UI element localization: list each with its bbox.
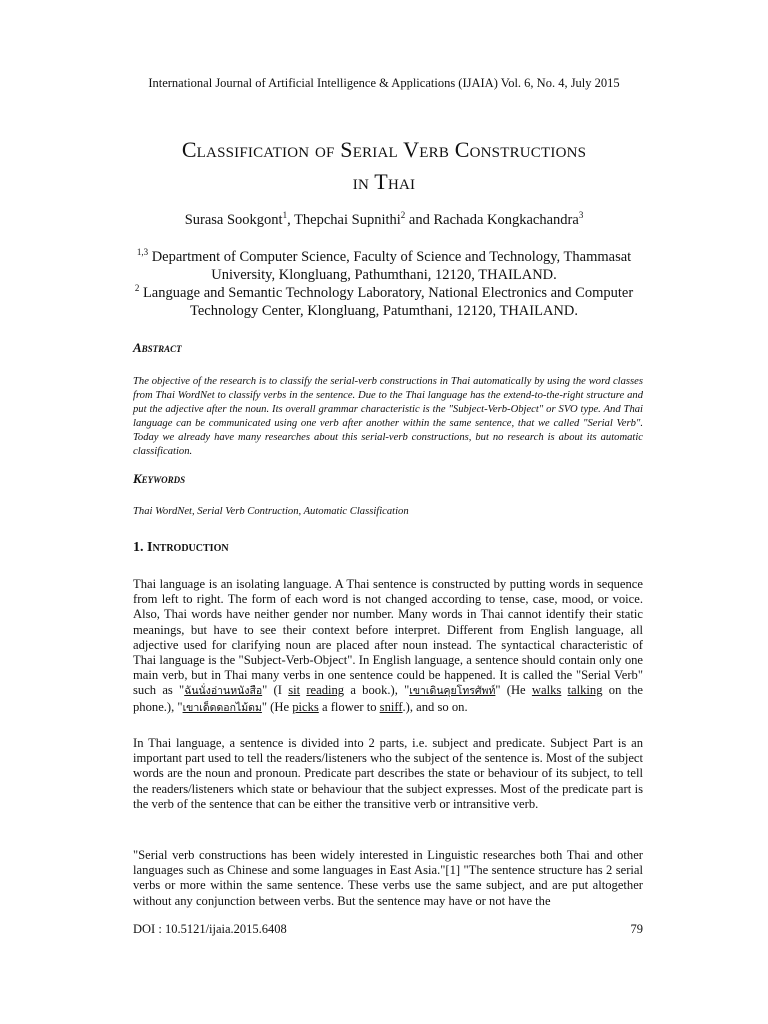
author-3-sup: 3 [578, 210, 584, 221]
author-2: Thepchai Supnithi [294, 212, 401, 228]
paragraph-text: Thai language is an isolating language. A Thai sentence is constructed by putting words in sequence from left to right. The form of each word is not changed according to tense, case, mood, or voice. Also, Thai words have neither gender nor number. Many words in Thai cannot identify their static meanings, but have to see their context before interpret. Different from English language, all adjective used for clarifying noun are placed after noun instead. The syntactical characteristic of Thai language is the "Subject-Verb-Object". In English language, a sentence should contain only one main verb, but in Thai many verbs in one sentence could be happened. It is called the "Serial Verb" such as " [133, 577, 643, 698]
underlined-verb: walks [531, 683, 562, 698]
intro-paragraph-2: In Thai language, a sentence is divided into 2 parts, i.e. subject and predicate. Subject Part is an important part used to tell the readers/listeners who the subject of the sentence is. Most of the subject words are the noun and pronoun. Predicate part describes the state or behaviour of its subject, to tell the readers/listeners which state or behaviour that the subject expresses. Most of the predicate part is the verb of the sentence that can be either the transitive verb or intransitive verb. [133, 736, 643, 811]
title-line-2: in Thai [352, 169, 416, 194]
introduction-heading: 1. Introduction [133, 540, 229, 555]
paragraph-text: .), and so on. [402, 699, 468, 714]
affiliation-2-sup: 2 [134, 283, 140, 294]
intro-paragraph-1 [133, 577, 643, 716]
author-1: Surasa Sookgont [184, 212, 283, 228]
paragraph-text: on the phone.), " [133, 683, 643, 714]
underlined-verb: talking [567, 683, 603, 698]
keywords-heading: Keywords [133, 471, 186, 486]
thai-example-2: เขาเดินคุยโทรศัพท์ [409, 685, 496, 698]
author-separator: and [405, 212, 434, 228]
author-1-sup: 1 [282, 210, 288, 221]
affiliation-1-sup: 1,3 [136, 247, 149, 258]
author-separator: , [287, 212, 295, 228]
paragraph-text: a flower to [318, 699, 380, 714]
affiliation-2-text: Language and Semantic Technology Laboratory, National Electronics and Computer Technology Center, Klongluang, Patumthani, 12120, THAILAND. [142, 285, 634, 319]
paragraph-text: " (I [262, 683, 289, 698]
underlined-verb: picks [292, 699, 319, 714]
doi-footer: DOI : 10.5121/ijaia.2015.6408 [133, 922, 287, 936]
thai-example-3: เขาเด็ดดอกไม้ดม [182, 701, 262, 714]
paragraph-text: a book.), " [344, 683, 410, 698]
affiliation-1-text: Department of Computer Science, Faculty of Science and Technology, Thammasat University, Klongluang, Pathumthani, 12120, THAILAND. [151, 249, 632, 283]
underlined-verb: reading [306, 683, 345, 698]
page-number: 79 [630, 922, 643, 936]
journal-header: International Journal of Artificial Intelligence & Applications (IJAIA) Vol. 6, No. 4, July 2015 [148, 76, 620, 90]
title-line-1: Classification of Serial Verb Constructions [181, 137, 587, 162]
intro-paragraph-3: "Serial verb constructions has been widely interested in Linguistic researches both Thai and other languages such as Chinese and some languages in East Asia."[1] "The sentence structure has 2 serial verbs or more within the same sentence. These verbs use the same subject, and are put altogether without any conjunction between verbs. But the sentence may have or not have the [133, 848, 643, 908]
underlined-verb: sit [288, 683, 301, 698]
keywords-text: Thai WordNet, Serial Verb Contruction, Automatic Classification [133, 506, 409, 517]
affiliations [120, 248, 648, 320]
underlined-verb: sniff [379, 699, 403, 714]
affiliation-1 [120, 248, 648, 284]
affiliation-2 [120, 284, 648, 320]
author-2-sup: 2 [400, 210, 406, 221]
paper-title [0, 134, 768, 198]
paragraph-text: " (He [261, 699, 293, 714]
paragraph-text: " (He [495, 683, 532, 698]
abstract-heading: Abstract [133, 340, 182, 355]
author-list [0, 212, 768, 229]
thai-example-1: ฉันนั่งอ่านหนังสือ [184, 685, 263, 698]
author-3: Rachada Kongkachandra [433, 212, 579, 228]
abstract-text: The objective of the research is to classify the serial-verb constructions in Thai automatically by using the word classes from Thai WordNet to classify verbs in the sentence. Due to the Thai language has the extend-to-the-right structure and put the adjective after the noun. Its overall grammar characteristic is the "Subject-Verb-Object" or SVO type. And Thai language can be communicated using one verb after another within the same sentence, that we called "Serial Verb". Today we already have many researches about this serial-verb constructions, but no research is about its automatic classification. [133, 376, 643, 457]
